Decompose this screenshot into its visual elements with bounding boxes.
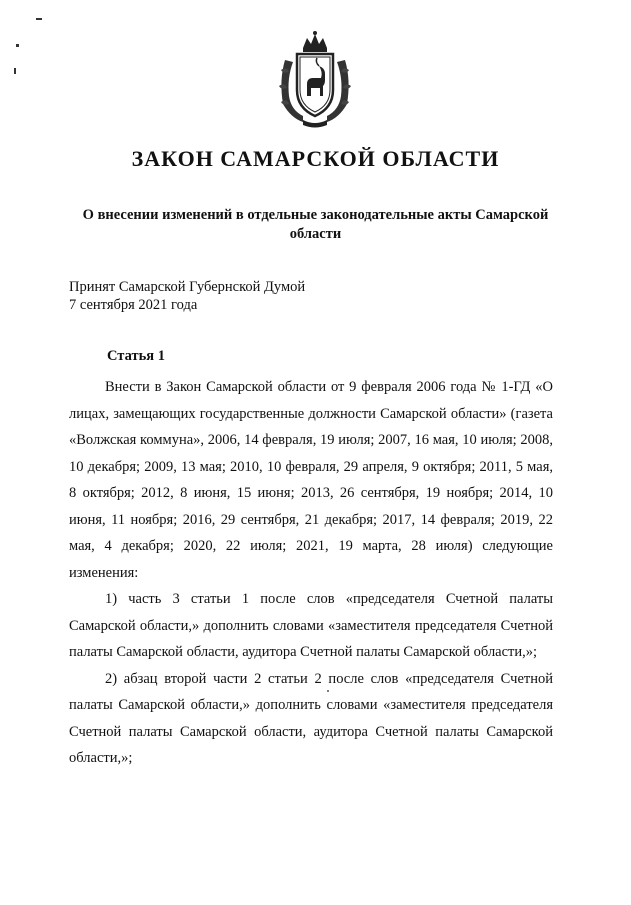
paragraph-intro: Внести в Закон Самарской области от 9 февраля 2006 года № 1-ГД «О лицах, замещающих государственные должности Самарской области» (газета «Волжская коммуна», 2006, 14 февраля, 19 июля; 2007, 16 мая, 10 июля; 2008, 10 декабря; 2009, 13 мая; 2010, 10 февраля, 29 апреля, 9 октября; 2011, 5 мая, 8 октября; 2012, 8 июня, 15 июня; 2013, 26 сентября, 19 ноября; 2014, 10 июня, 11 ноября; 2016, 29 сентября, 21 декабря; 2017, 14 февраля; 2019, 22 мая, 4 декабря; 2020, 22 июля; 2021, 19 марта, 28 июля) следующие изменения: [69,379,553,581]
law-subtitle: О внесении изменений в отдельные законодательные акты Самарской области [82,207,549,242]
article-body [69,374,553,772]
scan-mark [16,44,19,47]
adoption-info [69,278,305,314]
coat-of-arms-icon [273,30,357,130]
article-heading: Статья 1 [107,348,165,364]
paragraph-item-2: 2) абзац второй части 2 статьи 2 после слов «председателя Счетной палаты Самарской области,» дополнить словами «заместителя председателя Счетной палаты Самарской области, аудитора Счетной палаты Самарской области,»; [69,670,553,766]
adopted-by-line: Принят Самарской Губернской Думой [69,279,306,295]
adoption-date-line: 7 сентября 2021 года [69,297,198,313]
scan-mark [36,18,42,20]
law-title: ЗАКОН САМАРСКОЙ ОБЛАСТИ [131,146,500,171]
scan-mark [14,68,16,74]
paragraph-item-1: 1) часть 3 статьи 1 после слов «председателя Счетной палаты Самарской области,» дополнить словами «заместителя председателя Счетной палаты Самарской области, аудитора Счетной палаты Самарской области,»; [69,591,553,660]
scan-speck [327,690,329,692]
